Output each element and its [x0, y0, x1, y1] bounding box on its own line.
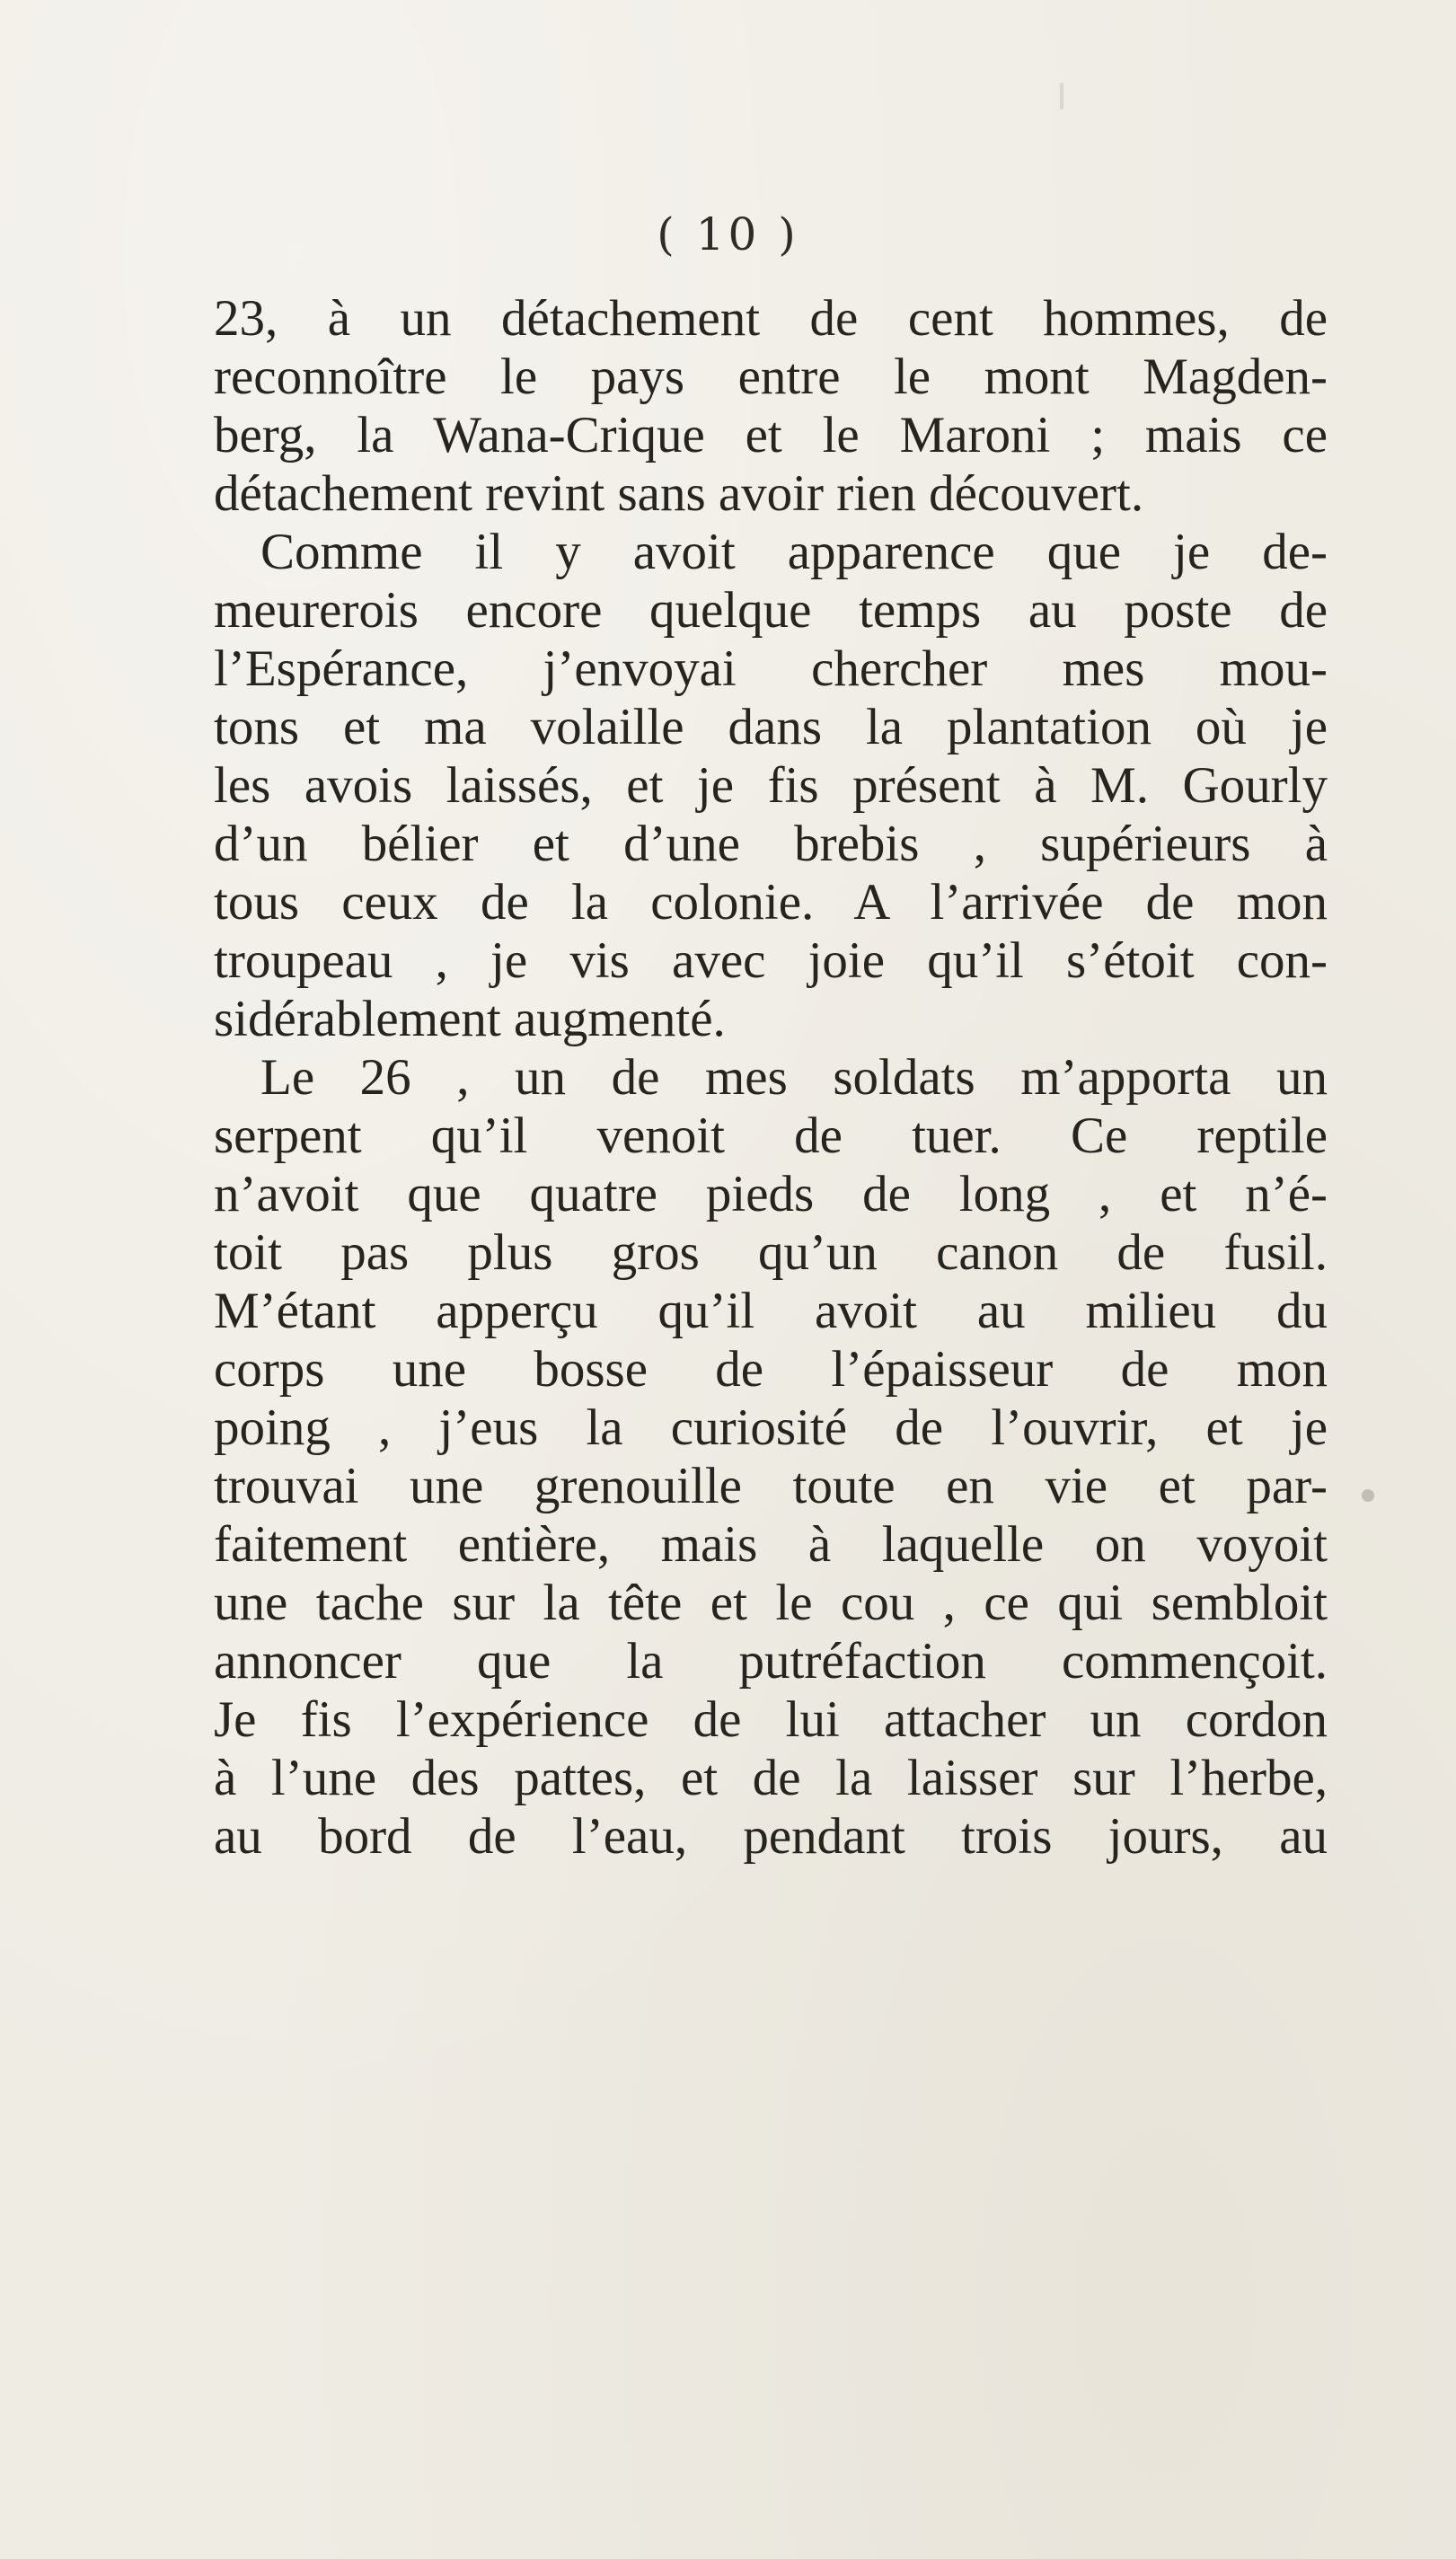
text-line: corps une bosse de l’épaisseur de mon — [214, 1341, 1328, 1398]
text-line: poing , j’eus la curiosité de l’ouvrir, et je — [214, 1399, 1328, 1456]
text-line: serpent qu’il venoit de tuer. Ce reptile — [214, 1107, 1328, 1164]
text-line: l’Espérance, j’envoyai chercher mes mou- — [214, 640, 1328, 697]
paper-spot — [1060, 83, 1063, 110]
text-line: annoncer que la putréfaction commençoit. — [214, 1633, 1328, 1690]
text-line: berg, la Wana-Crique et le Maroni ; mais ce — [214, 407, 1328, 463]
text-line: troupeau , je vis avec joie qu’il s’étoit con- — [214, 932, 1328, 989]
text-line: tons et ma volaille dans la plantation où je — [214, 699, 1328, 755]
text-line: meurerois encore quelque temps au poste de — [214, 582, 1328, 639]
text-line: une tache sur la tête et le cou , ce qui sembloit — [214, 1575, 1328, 1631]
text-line: Comme il y avoit apparence que je de- — [260, 524, 1328, 580]
text-line: Le 26 , un de mes soldats m’apporta un — [260, 1049, 1328, 1106]
text-line: sidérablement augmenté. — [214, 991, 726, 1047]
text-line: toit pas plus gros qu’un canon de fusil. — [214, 1224, 1328, 1281]
text-line: reconnoître le pays entre le mont Magden- — [214, 349, 1328, 405]
text-line: au bord de l’eau, pendant trois jours, au — [214, 1808, 1328, 1865]
text-line: les avois laissés, et je fis présent à M. Gourly — [214, 757, 1328, 814]
text-line: détachement revint sans avoir rien découvert. — [214, 465, 1144, 522]
text-line: trouvai une grenouille toute en vie et par- — [214, 1458, 1328, 1514]
page-number: ( 10 ) — [657, 208, 799, 260]
body-text — [214, 289, 1328, 1866]
text-line: 23, à un détachement de cent hommes, de — [214, 290, 1328, 347]
text-line: à l’une des pattes, et de la laisser sur l’herbe, — [214, 1750, 1328, 1806]
text-line: tous ceux de la colonie. A l’arrivée de mon — [214, 874, 1328, 931]
text-line: M’étant apperçu qu’il avoit au milieu du — [214, 1283, 1328, 1339]
text-line: n’avoit que quatre pieds de long , et n’é- — [214, 1166, 1328, 1222]
text-line: faitement entière, mais à laquelle on voyoit — [214, 1516, 1328, 1573]
paper-spot — [1362, 1489, 1374, 1502]
text-line: Je fis l’expérience de lui attacher un cordon — [214, 1691, 1328, 1748]
text-line: d’un bélier et d’une brebis , supérieurs à — [214, 816, 1328, 872]
